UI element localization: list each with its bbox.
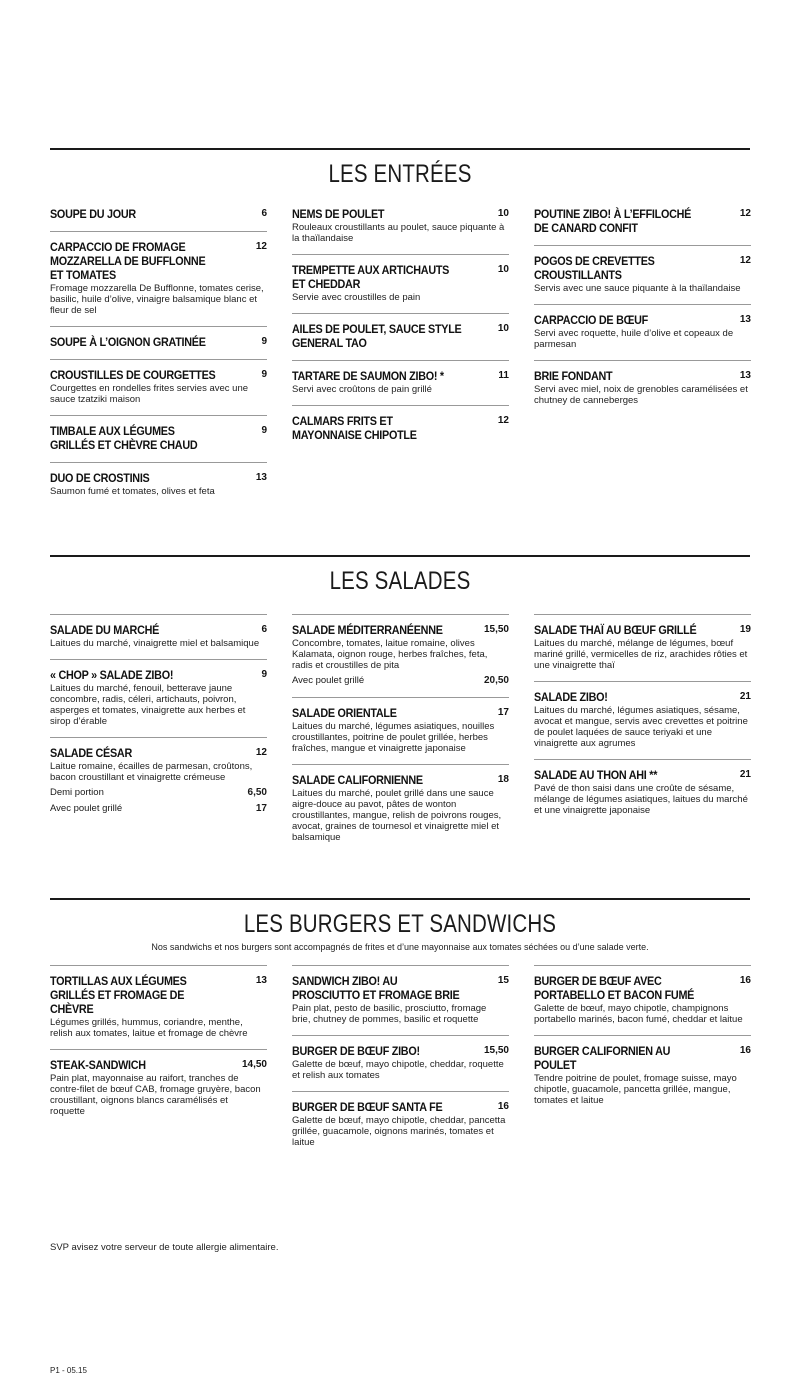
menu-item-description: Servi avec miel, noix de grenobles caramélisées et chutney de canneberges <box>534 384 748 406</box>
menu-item-name: SALADE THAÏ AU BŒUF GRILLÉ <box>534 623 697 637</box>
section-rule <box>50 148 750 150</box>
menu-item-header <box>534 768 751 782</box>
menu-item-price: 15,50 <box>483 1045 509 1056</box>
menu-item-header <box>534 1044 751 1072</box>
menu-item-header <box>534 313 751 327</box>
option-label: Avec poulet grillé <box>50 803 123 814</box>
menu-item-header <box>292 773 509 787</box>
column-1 <box>50 614 267 825</box>
menu-item-price: 16 <box>739 975 751 986</box>
menu-item-header <box>50 1058 267 1072</box>
menu-item-header <box>534 207 751 235</box>
menu-item-description: Laitues du marché, vinaigrette miel et balsamique <box>50 638 260 649</box>
menu-item-price: 21 <box>739 769 751 780</box>
column-3 <box>534 614 751 826</box>
menu-item-price: 12 <box>739 208 751 219</box>
page-code: P1 - 05.15 <box>50 1366 87 1375</box>
menu-item-header <box>534 369 751 383</box>
menu-item-header <box>50 668 267 682</box>
menu-item-price: 15,50 <box>483 624 509 635</box>
menu-item-price: 10 <box>497 208 509 219</box>
allergy-note: SVP avisez votre serveur de toute allergie alimentaire. <box>50 1242 279 1253</box>
menu-item-price: 9 <box>261 369 267 380</box>
menu-item <box>292 207 509 254</box>
menu-item-price: 9 <box>261 336 267 347</box>
menu-item <box>50 1049 267 1127</box>
menu-item <box>50 614 267 659</box>
menu-item-option <box>50 786 267 799</box>
menu-item-description: Légumes grillés, hummus, coriandre, menthe, relish aux tomates, laitue et fromage de chèvre <box>50 1017 248 1039</box>
menu-item-price: 12 <box>497 415 509 426</box>
menu-item-name: SALADE CALIFORNIENNE <box>292 773 423 787</box>
menu-item <box>534 207 751 245</box>
section-burgers <box>50 898 750 1185</box>
menu-item <box>292 697 509 764</box>
menu-item-header <box>534 690 751 704</box>
menu-item-header <box>50 335 267 349</box>
menu-item-price: 9 <box>261 425 267 436</box>
menu-item <box>292 764 509 853</box>
menu-item-price: 17 <box>497 707 509 718</box>
menu-item-name: BURGER CALIFORNIEN AU POULET <box>534 1044 671 1072</box>
menu-item <box>534 304 751 360</box>
menu-item-price: 21 <box>739 691 751 702</box>
menu-item-name: POUTINE ZIBO! À L’EFFILOCHÉ DE CANARD CONFIT <box>534 207 692 235</box>
menu-item-name: SALADE CÉSAR <box>50 746 132 760</box>
menu-item-description: Servie avec croustilles de pain <box>292 292 421 303</box>
menu-item-name: DUO DE CROSTINIS <box>50 471 150 485</box>
menu-item-name: SALADE DU MARCHÉ <box>50 623 160 637</box>
menu-item <box>292 254 509 313</box>
menu-item-header <box>292 263 509 291</box>
menu-item-description: Pavé de thon saisi dans une croûte de sésame, mélange de légumes asiatiques, laitues du marché et une vinaigrette japonaise <box>534 783 748 816</box>
menu-item <box>292 965 509 1035</box>
columns <box>50 207 750 547</box>
menu-item-description: Servi avec roquette, huile d’olive et copeaux de parmesan <box>534 328 734 350</box>
menu-item <box>292 1035 509 1091</box>
menu-item-header <box>534 254 751 282</box>
menu-item-name: CROUSTILLES DE COURGETTES <box>50 368 216 382</box>
menu-item-name: SOUPE DU JOUR <box>50 207 136 221</box>
menu-item-name: AILES DE POULET, SAUCE STYLE GENERAL TAO <box>292 322 462 350</box>
menu-item-price: 12 <box>255 241 267 252</box>
column-1 <box>50 207 267 507</box>
menu-item-header <box>50 240 267 282</box>
option-price: 17 <box>255 803 267 814</box>
menu-item-name: CARPACCIO DE BŒUF <box>534 313 649 327</box>
menu-item <box>292 405 509 452</box>
menu-item-name: POGOS DE CREVETTES CROUSTILLANTS <box>534 254 655 282</box>
menu-item-price: 10 <box>497 264 509 275</box>
menu-item <box>534 965 751 1035</box>
menu-item <box>50 359 267 415</box>
menu-item-description: Laitues du marché, légumes asiatiques, nouilles croustillantes, poitrine de poulet grillée, herbes fraîches, mangue et vinaigrette japonaise <box>292 721 495 754</box>
menu-item-header <box>50 974 267 1016</box>
menu-item <box>292 1091 509 1158</box>
menu-item-description: Laitues du marché, mélange de légumes, bœuf mariné grillé, vermicelles de riz, arachides rôties et une vinaigrette thaï <box>534 638 748 671</box>
menu-item-name: BURGER DE BŒUF AVEC PORTABELLO ET BACON FUMÉ <box>534 974 695 1002</box>
column-1 <box>50 965 267 1127</box>
menu-item-name: BURGER DE BŒUF SANTA FE <box>292 1100 443 1114</box>
section-title: LES ENTRÉES <box>328 160 472 188</box>
menu-item-description: Laitues du marché, poulet grillé dans une sauce aigre-douce au pavot, pâtes de wonton croustillantes, mangue, relish de poivrons rouges, avocat, graines de tournesol et vinaigrette miel et balsamique <box>292 788 502 843</box>
section-entrees <box>50 148 750 547</box>
menu-item-description: Saumon fumé et tomates, olives et feta <box>50 486 215 497</box>
menu-item-price: 13 <box>739 314 751 325</box>
menu-item-description: Fromage mozzarella De Bufflonne, tomates cerise, basilic, huile d’olive, vinaigre balsamique blanc et fleur de sel <box>50 283 264 316</box>
menu-item-header <box>534 623 751 637</box>
menu-item-header <box>292 706 509 720</box>
menu-item-price: 14,50 <box>241 1059 267 1070</box>
menu-item-header <box>292 207 509 221</box>
menu-item-header <box>50 471 267 485</box>
menu-item-description: Concombre, tomates, laitue romaine, olives Kalamata, oignon rouge, herbes fraîches, feta, radis et croustilles de pita <box>292 638 488 671</box>
menu-item-option <box>50 802 267 815</box>
menu-item-header <box>534 974 751 1002</box>
menu-item-name: TIMBALE AUX LÉGUMES GRILLÉS ET CHÈVRE CHAUD <box>50 424 198 452</box>
menu-item <box>50 462 267 507</box>
menu-item <box>534 759 751 826</box>
menu-item-price: 13 <box>255 472 267 483</box>
option-price: 6,50 <box>247 787 267 798</box>
menu-item-name: SALADE ORIENTALE <box>292 706 397 720</box>
menu-item-name: NEMS DE POULET <box>292 207 385 221</box>
column-3 <box>534 207 751 416</box>
columns <box>50 614 750 894</box>
menu-item-option <box>292 674 509 687</box>
menu-item-price: 12 <box>255 747 267 758</box>
menu-item-name: CALMARS FRITS ET MAYONNAISE CHIPOTLE <box>292 414 417 442</box>
menu-item-price: 12 <box>739 255 751 266</box>
menu-item <box>534 360 751 416</box>
menu-item-description: Galette de bœuf, mayo chipotle, champignons portabello marinés, bacon fumé, cheddar et laitue <box>534 1003 743 1025</box>
menu-item-name: SALADE ZIBO! <box>534 690 608 704</box>
menu-item <box>292 360 509 405</box>
column-2 <box>292 207 509 452</box>
menu-item-name: SOUPE À L’OIGNON GRATINÉE <box>50 335 206 349</box>
menu-item-header <box>292 1100 509 1114</box>
columns <box>50 965 750 1185</box>
menu-item-price: 11 <box>498 370 509 381</box>
menu-item <box>292 614 509 697</box>
menu-item-name: CARPACCIO DE FROMAGE MOZZARELLA DE BUFFLONNE ET TOMATES <box>50 240 206 282</box>
menu-item-header <box>292 974 509 1002</box>
menu-item-header <box>50 368 267 382</box>
section-salades <box>50 555 750 894</box>
menu-item-name: SALADE MÉDITERRANÉENNE <box>292 623 443 637</box>
menu-item <box>534 245 751 304</box>
menu-item-description: Laitue romaine, écailles de parmesan, croûtons, bacon croustillant et vinaigrette crémeuse <box>50 761 253 783</box>
column-3 <box>534 965 751 1116</box>
menu-item <box>50 207 267 231</box>
column-2 <box>292 614 509 853</box>
menu-item-price: 15 <box>497 975 509 986</box>
menu-item <box>534 614 751 681</box>
menu-item-description: Galette de bœuf, mayo chipotle, cheddar, pancetta grillée, guacamole, oignons marinés, tomates et laitue <box>292 1115 506 1148</box>
menu-item-description: Galette de bœuf, mayo chipotle, cheddar, roquette et relish aux tomates <box>292 1059 504 1081</box>
menu-item-description: Laitues du marché, légumes asiatiques, sésame, avocat et mangue, servis avec crevettes et poitrine de poulet laquées de sauce teriyaki et une vinaigrette aux agrumes <box>534 705 748 749</box>
section-title: LES SALADES <box>329 567 471 595</box>
menu-item-header <box>292 1044 509 1058</box>
menu-item-description: Laitues du marché, fenouil, betterave jaune concombre, radis, céleri, artichauts, poivron, asperges et tomates, vinaigrette aux herbes et sirop d’érable <box>50 683 246 727</box>
menu-item-description: Pain plat, pesto de basilic, prosciutto, fromage brie, chutney de pommes, basilic et roquette <box>292 1003 487 1025</box>
menu-item-name: BRIE FONDANT <box>534 369 613 383</box>
menu-item <box>534 681 751 759</box>
menu-item-description: Servis avec une sauce piquante à la thaïlandaise <box>534 283 741 294</box>
menu-item-price: 16 <box>739 1045 751 1056</box>
menu-item-description: Rouleaux croustillants au poulet, sauce piquante à la thaïlandaise <box>292 222 505 244</box>
menu-item-description: Tendre poitrine de poulet, fromage suisse, mayo chipotle, guacamole, pancetta grillée, mangue, tomates et laitue <box>534 1073 737 1106</box>
menu-item-name: SANDWICH ZIBO! AU PROSCIUTTO ET FROMAGE BRIE <box>292 974 460 1002</box>
menu-item-price: 6 <box>261 208 267 219</box>
menu-item-description: Servi avec croûtons de pain grillé <box>292 384 432 395</box>
menu-item-description: Pain plat, mayonnaise au raifort, tranches de contre-filet de bœuf CAB, fromage gruyère, bacon croustillant, oignons blancs caramélisés et roquette <box>50 1073 261 1117</box>
menu-item-price: 19 <box>739 624 751 635</box>
section-rule <box>50 555 750 557</box>
menu-item-header <box>50 207 267 221</box>
menu-item-header <box>292 322 509 350</box>
menu-item-name: STEAK-SANDWICH <box>50 1058 146 1072</box>
menu-item-name: BURGER DE BŒUF ZIBO! <box>292 1044 420 1058</box>
menu-item <box>50 965 267 1049</box>
section-subtitle: Nos sandwichs et nos burgers sont accompagnés de frites et d’une mayonnaise aux tomates séchées ou d’une salade verte. <box>151 942 649 952</box>
menu-item <box>50 737 267 825</box>
menu-item-description: Courgettes en rondelles frites servies avec une sauce tzatziki maison <box>50 383 249 405</box>
menu-item-price: 13 <box>739 370 751 381</box>
option-price: 20,50 <box>483 675 509 686</box>
menu-item <box>50 326 267 359</box>
option-label: Demi portion <box>50 787 104 798</box>
menu-item-price: 10 <box>497 323 509 334</box>
menu-item-header <box>292 623 509 637</box>
menu-item-header <box>292 414 509 442</box>
section-rule <box>50 898 750 900</box>
menu-item-name: TORTILLAS AUX LÉGUMES GRILLÉS ET FROMAGE DE CHÈVRE <box>50 974 187 1016</box>
menu-item-price: 18 <box>497 774 509 785</box>
menu-item-price: 9 <box>261 669 267 680</box>
menu-item-name: « CHOP » SALADE ZIBO! <box>50 668 174 682</box>
menu-item <box>534 1035 751 1116</box>
section-title: LES BURGERS ET SANDWICHS <box>243 910 557 938</box>
column-2 <box>292 965 509 1158</box>
menu-item-header <box>50 623 267 637</box>
menu-item-name: TARTARE DE SAUMON ZIBO! * <box>292 369 444 383</box>
menu-item-name: TREMPETTE AUX ARTICHAUTS ET CHEDDAR <box>292 263 450 291</box>
menu-item-header <box>50 424 267 452</box>
menu-item <box>50 659 267 737</box>
menu-item <box>50 231 267 326</box>
menu-item-header <box>292 369 509 383</box>
option-label: Avec poulet grillé <box>292 675 365 686</box>
menu-item-price: 16 <box>497 1101 509 1112</box>
menu-item-header <box>50 746 267 760</box>
menu-item <box>50 415 267 462</box>
menu-item-name: SALADE AU THON AHI ** <box>534 768 658 782</box>
menu-item-price: 13 <box>255 975 267 986</box>
menu-item-price: 6 <box>261 624 267 635</box>
menu-item <box>292 313 509 360</box>
